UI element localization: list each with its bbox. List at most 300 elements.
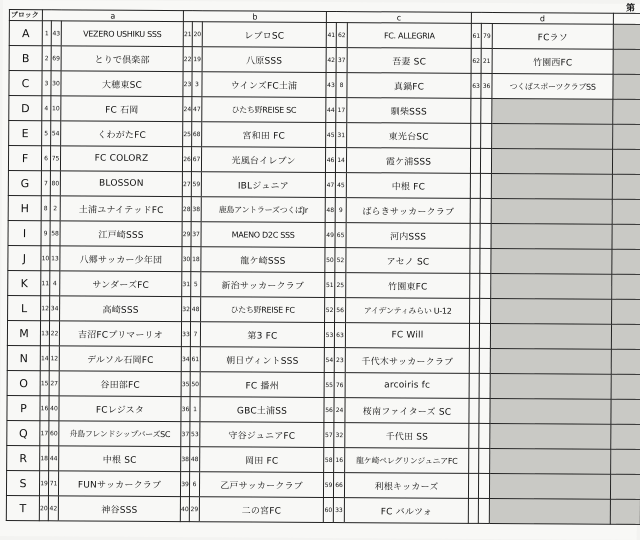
slot-number-d	[469, 448, 479, 473]
slot-number-b: 23	[183, 72, 192, 97]
table-row	[9, 121, 640, 150]
draw-number-c: 31	[336, 123, 347, 148]
draw-number-b: 50	[190, 372, 200, 397]
draw-number-b: 59	[191, 172, 201, 197]
block-letter: R	[7, 446, 40, 471]
draw-number-c: 33	[333, 498, 344, 523]
draw-number-b: 47	[192, 97, 202, 122]
draw-number-c: 16	[334, 448, 345, 473]
block-letter: B	[9, 46, 42, 71]
block-letter: D	[9, 96, 42, 121]
slot-number-b: 28	[182, 197, 191, 222]
draw-number-a: 75	[50, 146, 60, 171]
slot-number-c: 42	[326, 47, 336, 72]
draw-number-a: 34	[50, 296, 60, 321]
team-name-c: arcoiris fc	[345, 373, 469, 399]
block-letter: P	[7, 396, 40, 421]
slot-number-d	[469, 373, 479, 398]
draw-number-a: 43	[51, 21, 61, 46]
team-name-a: 大穂東SC	[61, 71, 183, 97]
team-name-c: 真鍋FC	[347, 73, 471, 99]
draw-number-a: 42	[48, 496, 58, 521]
slot-number-c: 60	[323, 497, 333, 522]
draw-number-a: 58	[50, 221, 60, 246]
team-name-b: MAENO D2C SSS	[201, 222, 325, 248]
draw-number-c: 62	[336, 23, 347, 48]
team-name-b: レブロSC	[202, 22, 326, 48]
table-row	[9, 71, 640, 100]
slot-number-c: 51	[325, 272, 335, 297]
team-name-d	[491, 298, 612, 324]
slot-number-a: 6	[41, 146, 50, 171]
draw-number-b: 1	[190, 397, 200, 422]
block-letter: H	[8, 196, 41, 221]
draw-number-d	[478, 498, 489, 523]
team-name-c: FC Will	[345, 323, 469, 349]
extra-cell	[612, 199, 640, 224]
draw-number-b: 48	[190, 447, 200, 472]
extra-cell	[610, 499, 640, 524]
team-name-a: FC 石岡	[61, 96, 183, 122]
slot-number-a: 5	[42, 121, 51, 146]
draw-number-d	[481, 123, 492, 148]
extra-cell	[613, 149, 640, 174]
slot-number-b: 31	[182, 272, 191, 297]
slot-number-a: 17	[40, 421, 49, 446]
extra-cell	[611, 374, 640, 399]
slot-number-d	[469, 348, 479, 373]
slot-number-a: 1	[42, 21, 51, 46]
column-header-a: a	[42, 10, 183, 22]
block-letter: M	[7, 321, 40, 346]
draw-number-a: 71	[48, 471, 58, 496]
team-name-c: 馴柴SSS	[347, 98, 471, 124]
draw-number-d	[480, 173, 491, 198]
draw-number-a: 44	[49, 446, 59, 471]
slot-number-d	[470, 273, 480, 298]
team-name-c: FC バルツォ	[344, 498, 468, 524]
table-row	[7, 346, 640, 375]
slot-number-b: 21	[183, 22, 192, 47]
slot-number-c: 44	[326, 97, 336, 122]
draw-number-a: 22	[49, 321, 59, 346]
draw-number-c: 65	[335, 223, 346, 248]
draw-number-c: 56	[335, 298, 346, 323]
team-name-c: FC. ALLEGRIA	[347, 23, 471, 49]
draw-number-c: 37	[336, 48, 347, 73]
slot-number-c: 43	[326, 72, 336, 97]
team-name-d	[489, 498, 610, 524]
block-letter: Q	[7, 421, 40, 446]
team-name-a: くわがたFC	[61, 121, 183, 147]
table-row	[8, 296, 640, 325]
slot-number-d: 63	[471, 73, 481, 98]
team-name-a: 吉沼FCプリマーリオ	[59, 321, 181, 347]
team-name-b: ひたち野REISE SC	[202, 97, 326, 123]
team-name-d	[492, 123, 613, 149]
draw-number-c: 23	[334, 348, 345, 373]
draw-number-b: 5	[191, 272, 201, 297]
slot-number-d: 61	[471, 23, 481, 48]
team-name-d	[491, 248, 612, 274]
team-name-d: 竹園西FC	[492, 48, 613, 74]
slot-number-c: 41	[326, 22, 336, 47]
draw-number-a: 4	[50, 271, 60, 296]
team-name-c: 利根キッカーズ	[344, 473, 468, 499]
slot-number-d	[471, 98, 481, 123]
draw-number-a: 27	[49, 371, 59, 396]
draw-number-b: 38	[191, 197, 201, 222]
team-name-b: 龍ケ崎SSS	[201, 247, 325, 273]
extra-cell	[613, 24, 640, 49]
draw-number-c: 63	[334, 323, 345, 348]
slot-number-c: 48	[325, 197, 335, 222]
team-name-b: 第3 FC	[200, 322, 324, 348]
table-row	[8, 221, 640, 250]
slot-number-b: 22	[183, 47, 192, 72]
slot-number-b: 26	[182, 147, 191, 172]
slot-number-d: 62	[471, 48, 481, 73]
block-letter: C	[9, 71, 42, 96]
table-body	[6, 21, 640, 525]
draw-number-b: 53	[190, 422, 200, 447]
draw-number-a: 10	[51, 96, 61, 121]
draw-number-b: 61	[190, 347, 200, 372]
draw-number-d	[479, 348, 490, 373]
draw-number-d	[481, 98, 492, 123]
team-name-a: 江戸崎SSS	[60, 221, 182, 247]
draw-number-b: 68	[192, 122, 202, 147]
slot-number-d	[468, 498, 478, 523]
draw-number-d	[480, 273, 491, 298]
slot-number-a: 12	[41, 296, 50, 321]
block-letter: G	[8, 171, 41, 196]
slot-number-c: 45	[326, 122, 336, 147]
team-name-b: 二の宮FC	[199, 497, 323, 523]
team-name-a: 舟島フレンドシップバーズSC	[59, 421, 181, 447]
draw-number-c: 9	[335, 198, 346, 223]
draw-number-a: 69	[51, 46, 61, 71]
slot-number-c: 46	[325, 147, 335, 172]
slot-number-c: 59	[323, 472, 333, 497]
block-letter: K	[8, 271, 41, 296]
draw-number-d	[479, 448, 490, 473]
draw-number-d	[479, 473, 490, 498]
team-name-c: 千代田 SS	[345, 423, 469, 449]
draw-number-b: 48	[191, 297, 201, 322]
table-row	[7, 396, 640, 425]
block-letter: T	[6, 496, 39, 521]
extra-cell	[613, 74, 640, 99]
slot-number-d	[470, 148, 480, 173]
draw-number-a: 13	[50, 246, 60, 271]
block-letter: J	[8, 246, 41, 271]
table-row	[7, 446, 640, 475]
column-header-d: d	[471, 12, 613, 24]
slot-number-b: 27	[182, 172, 191, 197]
block-letter: I	[8, 221, 41, 246]
team-name-a: とりで倶楽部	[61, 46, 183, 72]
team-name-d	[490, 323, 611, 349]
draw-number-b: 7	[190, 322, 200, 347]
slot-number-a: 9	[41, 221, 50, 246]
slot-number-c: 58	[324, 447, 334, 472]
slot-number-b: 24	[183, 97, 192, 122]
draw-number-a: 12	[49, 346, 59, 371]
table-row	[8, 246, 640, 275]
draw-number-a: 54	[51, 121, 61, 146]
slot-number-b: 30	[182, 247, 191, 272]
block-letter: F	[8, 146, 41, 171]
team-name-b: GBC土浦SS	[200, 397, 324, 423]
team-name-b: FC 播州	[200, 372, 324, 398]
extra-cell	[612, 224, 640, 249]
draw-number-a: 80	[50, 171, 60, 196]
slot-number-a: 7	[41, 171, 50, 196]
team-name-b: 鹿島アントラーズつくばJr	[201, 197, 325, 223]
draw-number-b: 6	[189, 472, 199, 497]
team-name-d	[491, 273, 612, 299]
table-row	[8, 271, 640, 300]
team-name-a: FUNサッカークラブ	[58, 471, 180, 497]
extra-cell	[611, 424, 640, 449]
team-name-d	[490, 473, 611, 499]
team-name-a: 高崎SSS	[60, 296, 182, 322]
table-row	[7, 321, 640, 350]
team-name-d	[491, 148, 612, 174]
draw-number-c: 76	[334, 373, 345, 398]
draw-number-b: 3	[192, 72, 202, 97]
draw-number-d: 79	[481, 23, 492, 48]
draw-number-a: 30	[51, 71, 61, 96]
team-name-a: 谷田部FC	[59, 371, 181, 397]
draw-number-d: 21	[481, 48, 492, 73]
team-name-a: 中根 SC	[59, 446, 181, 472]
column-header-c: c	[326, 11, 471, 23]
team-name-d	[491, 198, 612, 224]
slot-number-a: 15	[40, 371, 49, 396]
draw-number-d	[480, 198, 491, 223]
draw-number-d	[479, 323, 490, 348]
team-name-a: デルソル石岡FC	[59, 346, 181, 372]
slot-number-d	[470, 223, 480, 248]
slot-number-a: 4	[42, 96, 51, 121]
extra-cell	[612, 249, 640, 274]
table-row	[7, 421, 640, 450]
draw-number-b: 29	[189, 497, 199, 522]
slot-number-c: 53	[324, 322, 334, 347]
slot-number-b: 32	[182, 297, 191, 322]
slot-number-a: 14	[40, 346, 49, 371]
draw-number-b: 19	[192, 47, 202, 72]
draw-number-c: 8	[336, 73, 347, 98]
team-name-c: 竹園東FC	[346, 273, 470, 299]
block-letter: E	[9, 121, 42, 146]
slot-number-b: 36	[181, 397, 190, 422]
team-name-a: FC COLORZ	[60, 146, 182, 172]
team-name-d	[490, 398, 611, 424]
team-name-c: 東光台SC	[347, 123, 471, 149]
extra-cell	[613, 124, 640, 149]
block-letter: L	[8, 296, 41, 321]
table-row	[6, 496, 640, 525]
table-row	[8, 171, 640, 200]
block-letter: O	[7, 371, 40, 396]
draw-number-a: 60	[49, 421, 59, 446]
team-name-a: BLOSSON	[60, 171, 182, 197]
extra-cell	[611, 349, 640, 374]
table-row	[8, 146, 640, 175]
draw-number-a: 2	[50, 196, 60, 221]
draw-number-c: 32	[334, 423, 345, 448]
draw-number-d	[480, 298, 491, 323]
slot-number-b: 37	[181, 422, 190, 447]
draw-number-d	[480, 248, 491, 273]
draw-number-d: 36	[481, 73, 492, 98]
extra-cell	[612, 274, 640, 299]
draw-number-d	[480, 223, 491, 248]
slot-number-b: 40	[180, 497, 189, 522]
slot-number-b: 39	[180, 472, 189, 497]
block-letter: A	[9, 21, 42, 46]
table-row	[9, 46, 640, 75]
team-name-d	[492, 98, 613, 124]
slot-number-a: 2	[42, 46, 51, 71]
team-name-b: 乙戸サッカークラブ	[199, 472, 323, 498]
team-name-c: 桜南ファイターズ SC	[345, 398, 469, 424]
team-name-a: 土浦ユナイテッドFC	[60, 196, 182, 222]
slot-number-c: 47	[325, 172, 335, 197]
team-name-d	[490, 448, 611, 474]
draw-number-b: 67	[191, 147, 201, 172]
draw-number-c: 14	[335, 148, 346, 173]
team-name-c: 吾妻 SC	[347, 48, 471, 74]
slot-number-a: 11	[41, 271, 50, 296]
slot-number-a: 10	[41, 246, 50, 271]
extra-cell	[611, 399, 640, 424]
slot-number-c: 52	[325, 297, 335, 322]
slot-number-d	[471, 123, 481, 148]
slot-number-d	[470, 173, 480, 198]
team-name-a: 神谷SSS	[58, 496, 180, 522]
slot-number-d	[470, 198, 480, 223]
slot-number-b: 25	[183, 122, 192, 147]
table-row	[9, 96, 640, 125]
draw-number-c: 17	[336, 98, 347, 123]
slot-number-a: 18	[40, 446, 49, 471]
team-name-b: 光風台イレブン	[201, 147, 325, 173]
team-name-c: 龍ケ崎ペレグリンジュニアFC	[345, 448, 469, 474]
slot-number-c: 49	[325, 222, 335, 247]
slot-number-d	[469, 473, 479, 498]
team-name-d	[491, 223, 612, 249]
team-name-a: 八郷サッカー少年団	[60, 246, 182, 272]
team-name-c: アセノ SC	[346, 248, 470, 274]
slot-number-a: 20	[39, 496, 48, 521]
column-header-extra	[613, 13, 640, 24]
team-name-b: ひたち野REISE FC	[201, 297, 325, 323]
team-name-a: VEZERO USHIKU SSS	[61, 21, 183, 47]
block-table	[6, 9, 640, 525]
table-row	[8, 196, 640, 225]
team-name-b: ウインズFC土浦	[202, 72, 326, 98]
team-name-c: 中根 FC	[346, 173, 470, 199]
team-name-d	[490, 348, 611, 374]
draw-number-b: 20	[192, 22, 202, 47]
team-name-b: 八原SSS	[202, 47, 326, 73]
team-name-d	[490, 373, 611, 399]
team-name-d	[490, 423, 611, 449]
team-name-b: 岡田 FC	[200, 447, 324, 473]
draw-number-d	[479, 423, 490, 448]
table-row	[7, 371, 640, 400]
slot-number-a: 3	[42, 71, 51, 96]
slot-number-d	[469, 423, 479, 448]
block-letter: S	[6, 471, 39, 496]
team-name-b: 朝日ヴィントSSS	[200, 347, 324, 373]
extra-cell	[613, 99, 640, 124]
extra-cell	[611, 474, 640, 499]
draw-number-a: 40	[49, 396, 59, 421]
slot-number-c: 56	[324, 397, 334, 422]
slot-number-a: 16	[40, 396, 49, 421]
extra-cell	[613, 49, 640, 74]
team-name-b: 新治サッカークラブ	[201, 272, 325, 298]
draw-number-b: 18	[191, 247, 201, 272]
draw-number-d	[480, 148, 491, 173]
slot-number-c: 57	[324, 422, 334, 447]
extra-cell	[612, 174, 640, 199]
team-name-d: FCラソ	[492, 23, 613, 49]
extra-cell	[612, 299, 640, 324]
draw-number-b: 37	[191, 222, 201, 247]
draw-number-c: 24	[334, 398, 345, 423]
draw-number-c: 45	[335, 173, 346, 198]
slot-number-d	[469, 398, 479, 423]
extra-cell	[611, 449, 640, 474]
slot-number-b: 38	[181, 447, 190, 472]
team-name-c: 河内SSS	[346, 223, 470, 249]
team-name-b: IBLジュニア	[201, 172, 325, 198]
corner-mark: 第	[625, 3, 636, 14]
draw-number-c: 66	[333, 473, 344, 498]
slot-number-b: 35	[181, 372, 190, 397]
table-row	[6, 471, 640, 500]
draw-number-d	[479, 398, 490, 423]
team-name-b: 守谷ジュニアFC	[200, 422, 324, 448]
slot-number-b: 34	[181, 347, 190, 372]
team-name-c: 千代木サッカークラブ	[345, 348, 469, 374]
slot-number-a: 13	[40, 321, 49, 346]
extra-cell	[611, 324, 640, 349]
column-header-b: b	[183, 11, 326, 23]
team-name-c: アイデンティみらい U-12	[346, 298, 470, 324]
draw-number-d	[479, 373, 490, 398]
slot-number-c: 50	[325, 247, 335, 272]
slot-number-b: 29	[182, 222, 191, 247]
draw-number-c: 25	[335, 273, 346, 298]
team-name-d	[491, 173, 612, 199]
slot-number-d	[470, 298, 480, 323]
team-name-c: ばらきサッカークラブ	[346, 198, 470, 224]
slot-number-a: 19	[39, 471, 48, 496]
team-name-d: つくばスポーツクラブSS	[492, 73, 613, 99]
slot-number-c: 55	[324, 372, 334, 397]
draw-number-c: 52	[335, 248, 346, 273]
team-name-b: 宮和田 FC	[202, 122, 326, 148]
table-row	[9, 21, 640, 50]
slot-number-a: 8	[41, 196, 50, 221]
